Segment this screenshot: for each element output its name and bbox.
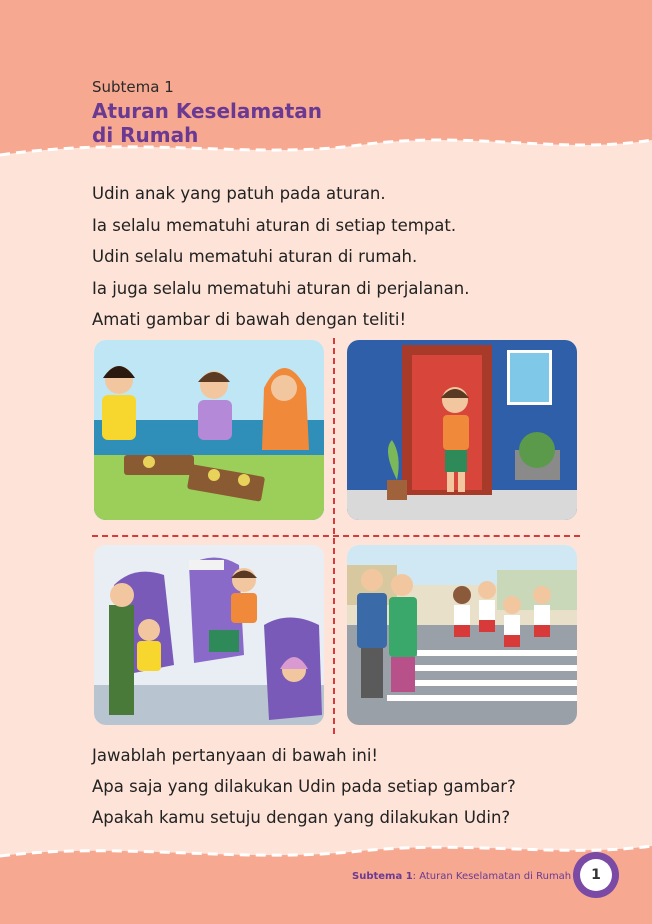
- subtema-label: Subtema 1: [92, 78, 174, 96]
- question-line: Apa saja yang dilakukan Udin pada setiap gambar?: [92, 777, 516, 796]
- question-line: Apakah kamu setuju dengan yang dilakukan Udin?: [92, 808, 511, 827]
- illustration-door: [347, 340, 577, 520]
- illustration-crossing: [347, 545, 577, 725]
- panel-divider-horizontal: [92, 535, 580, 537]
- page-title-line1: Aturan Keselamatan: [92, 99, 322, 123]
- intro-line: Udin selalu mematuhi aturan di rumah.: [92, 247, 418, 266]
- footer-subtema-label: Subtema 1: [352, 871, 413, 882]
- questions-section: [92, 740, 516, 833]
- footer-running-title: [352, 871, 571, 882]
- question-line: Jawablah pertanyaan di bawah ini!: [92, 746, 379, 765]
- illustration-kitchen: [94, 340, 324, 520]
- footer-subtema-title: : Aturan Keselamatan di Rumah: [412, 871, 572, 882]
- intro-line: Udin anak yang patuh pada aturan.: [92, 184, 386, 203]
- page-number: 1: [580, 859, 612, 891]
- intro-line: Ia selalu mematuhi aturan di setiap tempat.: [92, 215, 457, 235]
- intro-line: Amati gambar di bawah dengan teliti!: [92, 310, 407, 329]
- illustration-bus: [94, 545, 324, 725]
- page-title-line2: di Rumah: [92, 123, 199, 147]
- intro-line: Ia juga selalu mematuhi aturan di perjalanan.: [92, 278, 470, 298]
- intro-paragraph: [92, 178, 469, 336]
- page-title: [92, 99, 392, 147]
